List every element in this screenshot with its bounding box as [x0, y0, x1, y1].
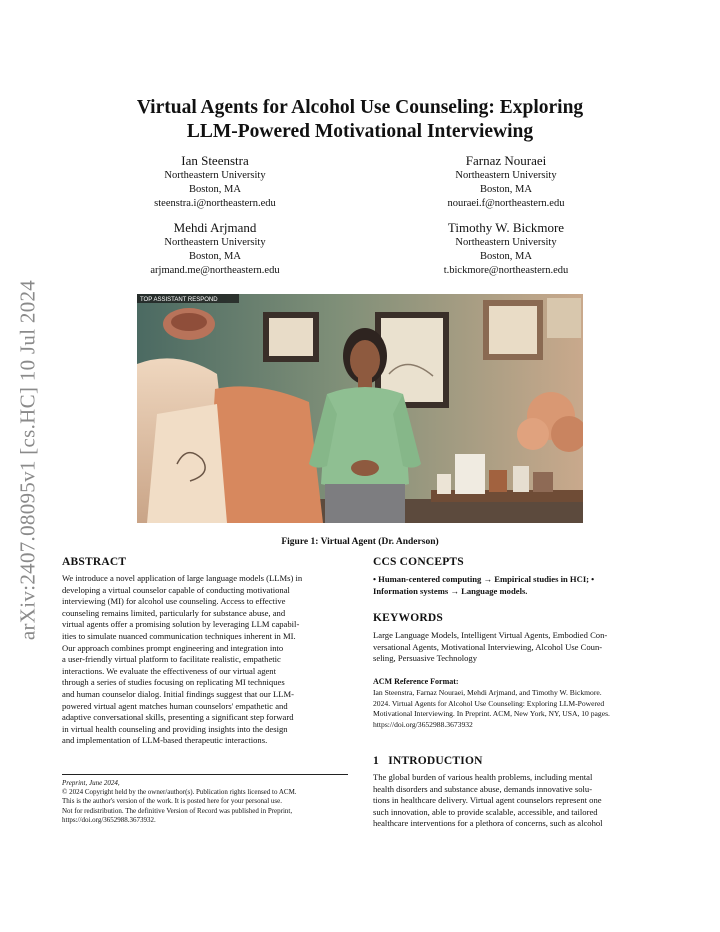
abstract-line: counseling remains limited, particularly for substance abuse, and [62, 607, 286, 618]
abstract-line: Our approach combines prompt engineering and integration into [62, 642, 284, 653]
author-affiliation: Northeastern University [455, 237, 557, 248]
author-block [391, 219, 621, 278]
footnote-rule [62, 774, 348, 775]
arxiv-id: arXiv:2407.08095v1 [cs.HC] 10 Jul 2024 [15, 279, 40, 641]
acm-ref-line: Motivational Interviewing. In Preprint. ACM, New York, NY, USA, 10 pages. [373, 709, 610, 719]
acm-ref-body [373, 688, 663, 730]
footnote-venue: Preprint, June 2024, [62, 779, 120, 787]
figure-virtual-agent [137, 294, 583, 523]
footnote-line: This is the author's version of the work. It is posted here for your personal use. [62, 797, 282, 806]
acm-ref-line: Ian Steenstra, Farnaz Nouraei, Mehdi Arjmand, and Timothy W. Bickmore. [373, 688, 602, 697]
keywords-line: Large Language Models, Intelligent Virtual Agents, Embodied Con- [373, 630, 608, 640]
footnote [62, 779, 352, 825]
intro-line: such innovation, able to provide scalable, accessible, and tailored [373, 806, 598, 817]
abstract-line: a user-friendly virtual platform to facilitate realistic, empathetic [62, 654, 281, 665]
author-affiliation: Northeastern University [164, 170, 266, 181]
ccs-body [373, 574, 661, 597]
keywords-body [373, 630, 661, 665]
author-affiliation: Northeastern University [455, 170, 557, 181]
intro-section-title: INTRODUCTION [388, 755, 483, 767]
footnote-line: © 2024 Copyright held by the owner/author(s). Publication rights licensed to ACM. [62, 788, 297, 797]
keywords-line: seling, Persuasive Technology [373, 653, 478, 664]
virtual-agent-illustration [137, 294, 583, 523]
abstract-line: We introduce a novel application of large language models (LLMs) in [62, 573, 303, 583]
author-email: t.bickmore@northeastern.edu [443, 265, 569, 276]
abstract-body [62, 573, 348, 747]
acm-ref-heading: ACM Reference Format: [373, 677, 459, 686]
ccs-line: Information systems → Language models. [373, 585, 528, 596]
abstract-line: and implementation of LLM-based therapeutic interactions. [62, 735, 268, 746]
author-email: nouraei.f@northeastern.edu [447, 198, 565, 209]
author-name: Mehdi Arjmand [173, 220, 257, 235]
abstract-line: in virtual health counseling and providing insights into the design [62, 723, 288, 734]
author-block [100, 152, 330, 211]
acm-ref-line: https://doi.org/3652988.3673932 [373, 719, 473, 729]
keywords-line: versational Agents, Motivational Interviewing, Alcohol Use Coun- [373, 641, 603, 652]
intro-line: healthcare interventions for a plethora of concerns, such as alcohol [373, 818, 603, 829]
figure-overlay-label: TOP ASSISTANT RESPOND [140, 297, 218, 303]
abstract-line: interviewing (MI) for alcohol use counseling. Access to effective [62, 596, 286, 607]
author-location: Boston, MA [480, 184, 532, 195]
intro-line: health disorders and substance abuse, demands innovative solu- [373, 783, 593, 794]
author-affiliation: Northeastern University [164, 237, 266, 248]
author-email: arjmand.me@northeastern.edu [150, 265, 280, 276]
abstract-line: developing a virtual counselor capable of conducting motivational [62, 584, 290, 595]
author-location: Boston, MA [189, 251, 241, 262]
abstract-line: virtual agents offer a promising solution by leveraging LLM capabil- [62, 619, 300, 630]
intro-line: The global burden of various health problems, including mental [373, 772, 593, 782]
abstract-line: interactions. We evaluate the effectiveness of our virtual agent [62, 665, 276, 676]
author-block [100, 219, 330, 278]
abstract-line: and human counselor dialog. Initial findings suggest that our LLM- [62, 688, 294, 699]
ccs-line: • Human-centered computing → Empirical studies in HCI; • [373, 574, 595, 584]
author-email: steenstra.i@northeastern.edu [154, 198, 276, 209]
author-block [391, 152, 621, 211]
abstract-line: powered virtual agent matches human counselors' empathetic and [62, 700, 288, 711]
intro-heading [373, 755, 483, 767]
keywords-heading: KEYWORDS [373, 612, 443, 624]
figure-caption: Figure 1: Virtual Agent (Dr. Anderson) [281, 537, 439, 547]
author-name: Ian Steenstra [181, 153, 249, 168]
footnote-line: Not for redistribution. The definitive Version of Record was published in Preprint, [62, 806, 293, 815]
abstract-line: ities to simulate nuanced communication techniques inherent in MI. [62, 630, 296, 641]
arxiv-stamp [8, 250, 48, 670]
abstract-line: adaptive conversational skills, presenting a significant step forward [62, 712, 294, 723]
ccs-heading: CCS CONCEPTS [373, 556, 464, 568]
intro-body [373, 772, 661, 830]
abstract-heading: ABSTRACT [62, 556, 127, 568]
title-line: LLM-Powered Motivational Interviewing [186, 121, 534, 142]
paper-title [60, 96, 660, 144]
author-location: Boston, MA [189, 184, 241, 195]
author-name: Timothy W. Bickmore [447, 220, 565, 235]
footnote-line: https://doi.org/3652988.3673932. [62, 815, 156, 824]
abstract-line: through a series of studies focusing on replicating MI techniques [62, 677, 285, 688]
title-line: Virtual Agents for Alcohol Use Counseling: Exploring [136, 97, 584, 118]
author-name: Farnaz Nouraei [465, 153, 547, 168]
acm-ref-line: 2024. Virtual Agents for Alcohol Use Counseling: Exploring LLM-Powered [373, 698, 605, 708]
intro-line: tions in healthcare delivery. Virtual agent counselors represent one [373, 795, 602, 806]
intro-section-number: 1 [373, 755, 379, 767]
author-location: Boston, MA [480, 251, 532, 262]
